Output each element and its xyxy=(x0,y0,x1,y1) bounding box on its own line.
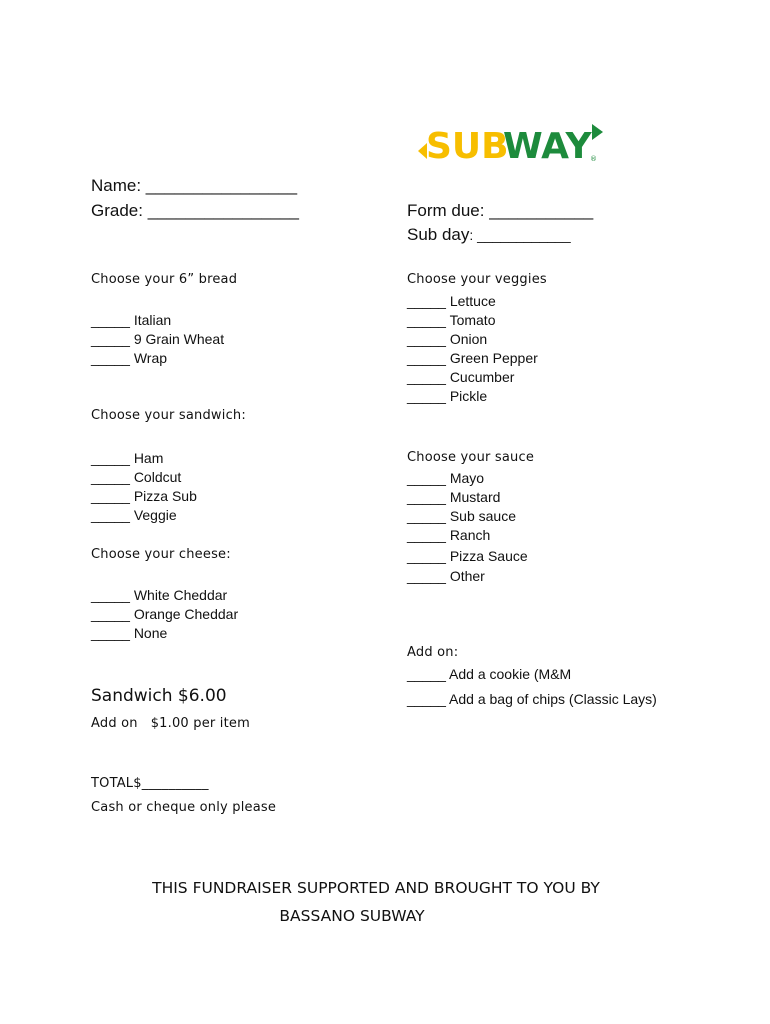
sandwich-option-pizza-sub[interactable]: _____ Pizza Sub xyxy=(91,488,197,504)
cheese-option-white-cheddar[interactable]: _____ White Cheddar xyxy=(91,587,228,603)
logo-way-text: WAY xyxy=(503,126,592,166)
subway-logo xyxy=(416,120,606,166)
veggie-option-onion[interactable]: _____ Onion xyxy=(407,331,488,347)
veggies-list xyxy=(407,292,538,406)
veggie-option-lettuce[interactable]: _____ Lettuce xyxy=(407,293,496,309)
footer-line-1: THIS FUNDRAISER SUPPORTED AND BROUGHT TO YOU BY xyxy=(152,879,600,897)
logo-registered-mark: ® xyxy=(590,155,597,163)
name-field[interactable]: Name: ________________ xyxy=(91,176,298,195)
cheese-list xyxy=(91,586,238,643)
sauce-title: Choose your sauce xyxy=(407,450,535,465)
sandwich-list xyxy=(91,449,197,525)
sandwich-option-veggie[interactable]: _____ Veggie xyxy=(91,507,177,523)
addon-price: Add on $1.00 per item xyxy=(91,716,250,731)
logo-sub-text: SUB xyxy=(426,126,509,166)
addon-option-chips[interactable]: _____ Add a bag of chips (Classic Lays) xyxy=(407,691,657,707)
sub-day-blank[interactable]: : ____________ xyxy=(469,227,571,243)
bread-option-wrap[interactable]: _____ Wrap xyxy=(91,350,168,366)
form-due-field[interactable]: Form due: ___________ xyxy=(407,201,594,220)
sauce-option-mayo[interactable]: _____ Mayo xyxy=(407,470,485,486)
addon-title: Add on: xyxy=(407,645,459,660)
payment-note: Cash or cheque only please xyxy=(91,800,277,815)
sub-day-field[interactable] xyxy=(407,225,571,245)
sandwich-option-ham[interactable]: _____ Ham xyxy=(91,450,164,466)
veggie-option-tomato[interactable]: _____ Tomato xyxy=(407,312,496,328)
veggies-title: Choose your veggies xyxy=(407,272,547,287)
sub-day-label: Sub day xyxy=(407,225,470,244)
sandwich-price: Sandwich $6.00 xyxy=(91,686,227,706)
bread-option-italian[interactable]: _____ Italian xyxy=(91,312,172,328)
sauce-option-mustard[interactable]: _____ Mustard xyxy=(407,489,501,505)
veggie-option-cucumber[interactable]: _____ Cucumber xyxy=(407,369,515,385)
sauce-option-pizza-sauce[interactable]: _____ Pizza Sauce xyxy=(407,548,528,564)
bread-title: Choose your 6” bread xyxy=(91,272,238,287)
veggie-option-pickle[interactable]: _____ Pickle xyxy=(407,388,488,404)
sauce-option-sub-sauce[interactable]: _____ Sub sauce xyxy=(407,508,516,524)
grade-field[interactable]: Grade: ________________ xyxy=(91,201,299,220)
sauce-option-ranch[interactable]: _____ Ranch xyxy=(407,527,491,543)
logo-right-arrow xyxy=(592,124,603,140)
cheese-title: Choose your cheese: xyxy=(91,547,231,562)
sauce-option-other[interactable]: _____ Other xyxy=(407,568,485,584)
footer-line-2: BASSANO SUBWAY xyxy=(279,907,425,925)
veggie-option-green-pepper[interactable]: _____ Green Pepper xyxy=(407,350,538,366)
total-field[interactable]: TOTAL$__________ xyxy=(91,776,209,791)
bread-list xyxy=(91,311,224,368)
addon-option-cookie[interactable]: _____ Add a cookie (M&M xyxy=(407,666,572,682)
sandwich-title: Choose your sandwich: xyxy=(91,408,246,423)
bread-option-9-grain-wheat[interactable]: _____ 9 Grain Wheat xyxy=(91,331,225,347)
sauce-list xyxy=(407,469,528,586)
sandwich-option-coldcut[interactable]: _____ Coldcut xyxy=(91,469,182,485)
cheese-option-none[interactable]: _____ None xyxy=(91,625,168,641)
cheese-option-orange-cheddar[interactable]: _____ Orange Cheddar xyxy=(91,606,239,622)
